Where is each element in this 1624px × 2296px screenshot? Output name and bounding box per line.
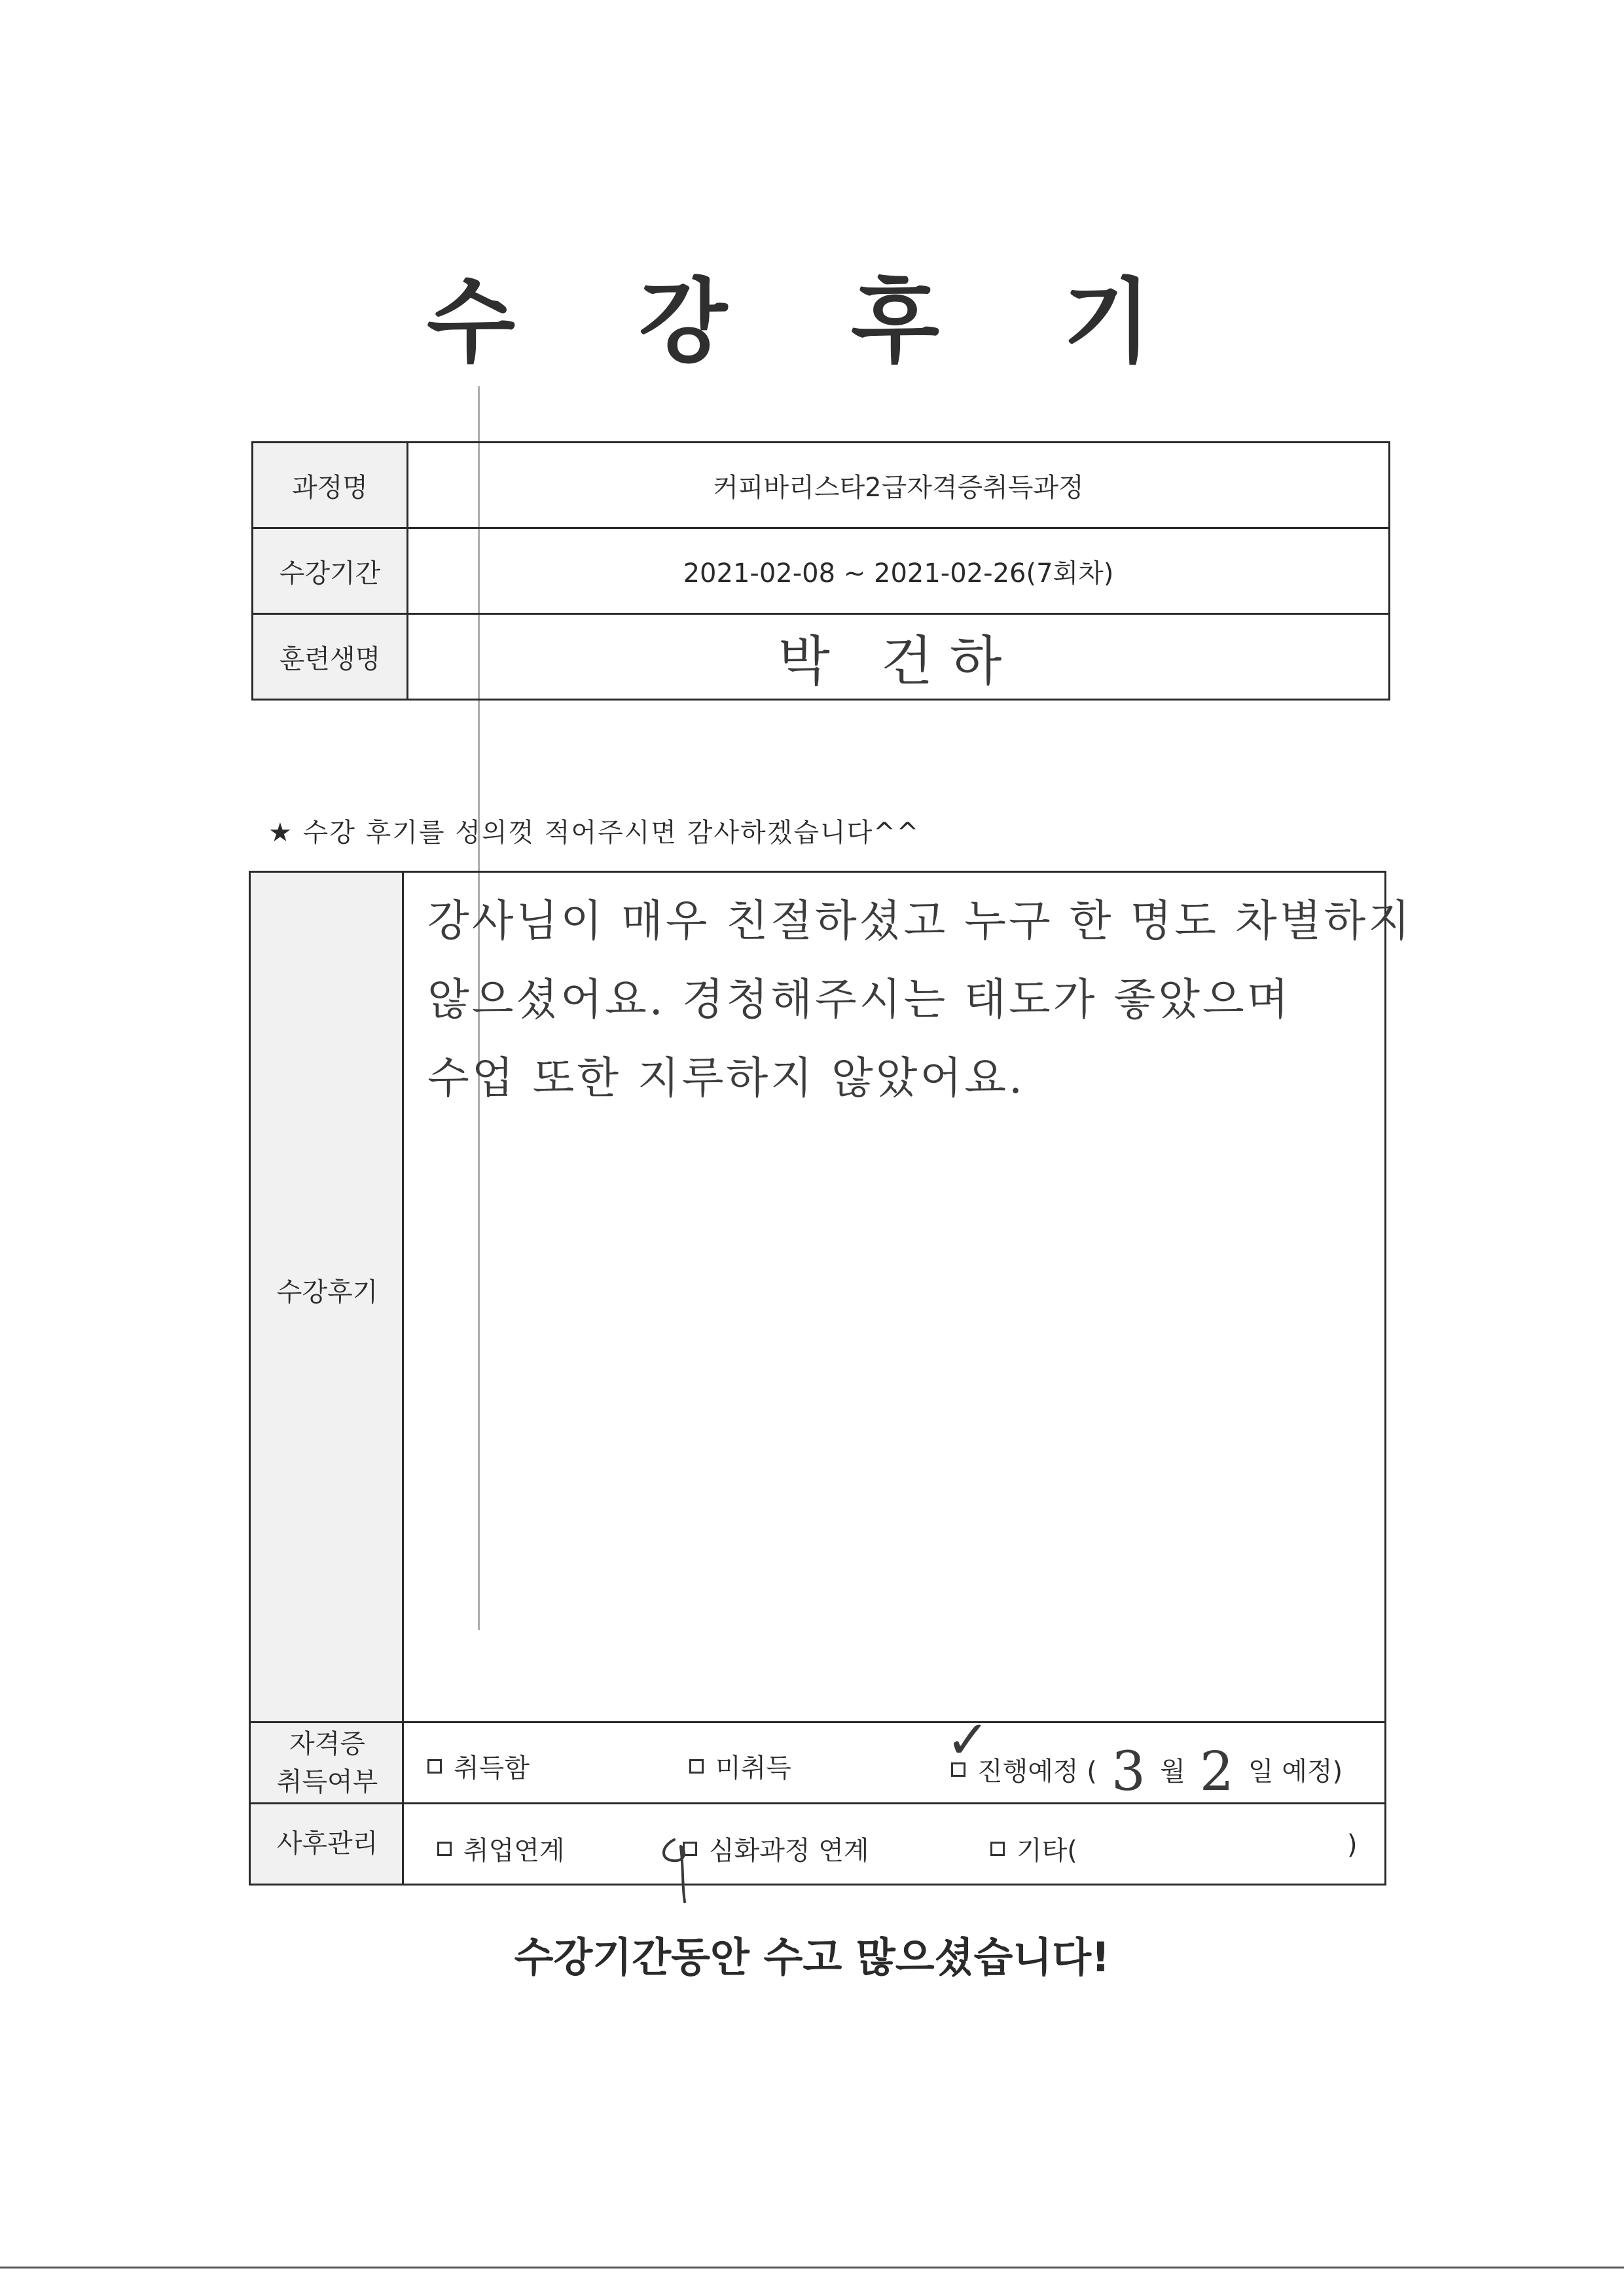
aftercare-employment-option[interactable] bbox=[437, 1830, 565, 1867]
checkbox-icon[interactable] bbox=[427, 1759, 442, 1774]
footer-message: 수강기간동안 수고 많으셨습니다! bbox=[514, 1933, 1110, 1981]
day-handwritten[interactable]: 2 bbox=[1199, 1741, 1234, 1803]
table-row bbox=[253, 443, 1390, 528]
checkbox-icon[interactable] bbox=[437, 1842, 452, 1856]
notice-text: ★ 수강 후기를 성의껏 적어주시면 감사하겠습니다^^ bbox=[268, 818, 920, 848]
review-line-2[interactable]: 않으셨어요. 경청해주시는 태도가 좋았으며 bbox=[427, 974, 1291, 1025]
table-row bbox=[253, 614, 1390, 700]
month-unit-label: 월 bbox=[1160, 1757, 1185, 1787]
aftercare-advanced-label: 심화과정 연계 bbox=[709, 1836, 869, 1866]
pen-stroke-mark bbox=[655, 1833, 700, 1905]
course-name-label: 과정명 bbox=[253, 443, 408, 528]
aftercare-other-close: ) bbox=[1347, 1830, 1358, 1860]
day-unit-label: 일 예정) bbox=[1248, 1757, 1343, 1787]
cert-in-progress-option[interactable] bbox=[951, 1738, 1343, 1803]
check-mark-icon: ✓ bbox=[946, 1709, 990, 1770]
table-row bbox=[253, 528, 1390, 614]
course-period-value: 2021-02-08 ~ 2021-02-26(7회차) bbox=[408, 528, 1390, 614]
trainee-name-handwritten: 박 건하 bbox=[778, 630, 1019, 693]
aftercare-advanced-option[interactable] bbox=[683, 1830, 869, 1867]
course-name-value: 커피바리스타2급자격증취득과정 bbox=[408, 443, 1390, 528]
cert-acquired-label: 취득함 bbox=[454, 1753, 530, 1783]
course-info-table bbox=[251, 441, 1390, 701]
certificate-label-line1: 자격증 bbox=[289, 1729, 365, 1759]
review-line-3[interactable]: 수업 또한 지루하지 않았어요. bbox=[427, 1053, 1025, 1103]
aftercare-other-label: 기타( bbox=[1017, 1836, 1077, 1866]
month-handwritten[interactable]: 3 bbox=[1111, 1741, 1146, 1803]
trainee-name-label: 훈련생명 bbox=[253, 614, 408, 700]
review-label: 수강후기 bbox=[276, 1277, 378, 1307]
aftercare-label: 사후관리 bbox=[276, 1829, 378, 1859]
cert-in-progress-label: 진행예정 ( bbox=[977, 1757, 1097, 1787]
cert-not-acquired-option[interactable] bbox=[689, 1747, 791, 1785]
review-form bbox=[249, 871, 1413, 1886]
course-period-label: 수강기간 bbox=[253, 528, 408, 614]
certificate-label-line2: 취득여부 bbox=[276, 1767, 378, 1797]
checkbox-icon[interactable] bbox=[689, 1759, 704, 1774]
cert-not-acquired-label: 미취득 bbox=[715, 1753, 791, 1783]
review-line-1[interactable]: 강사님이 매우 친절하셨고 누구 한 명도 차별하지 bbox=[427, 896, 1413, 946]
checkbox-icon[interactable] bbox=[990, 1842, 1005, 1856]
trainee-name-field[interactable] bbox=[408, 614, 1390, 700]
scan-edge-line bbox=[0, 2267, 1624, 2269]
aftercare-employment-label: 취업연계 bbox=[463, 1836, 565, 1866]
cert-acquired-option[interactable] bbox=[427, 1747, 530, 1785]
aftercare-other-option[interactable] bbox=[990, 1830, 1077, 1867]
page-title: 수 강 후 기 bbox=[426, 269, 1198, 376]
row-divider bbox=[251, 1721, 1384, 1723]
